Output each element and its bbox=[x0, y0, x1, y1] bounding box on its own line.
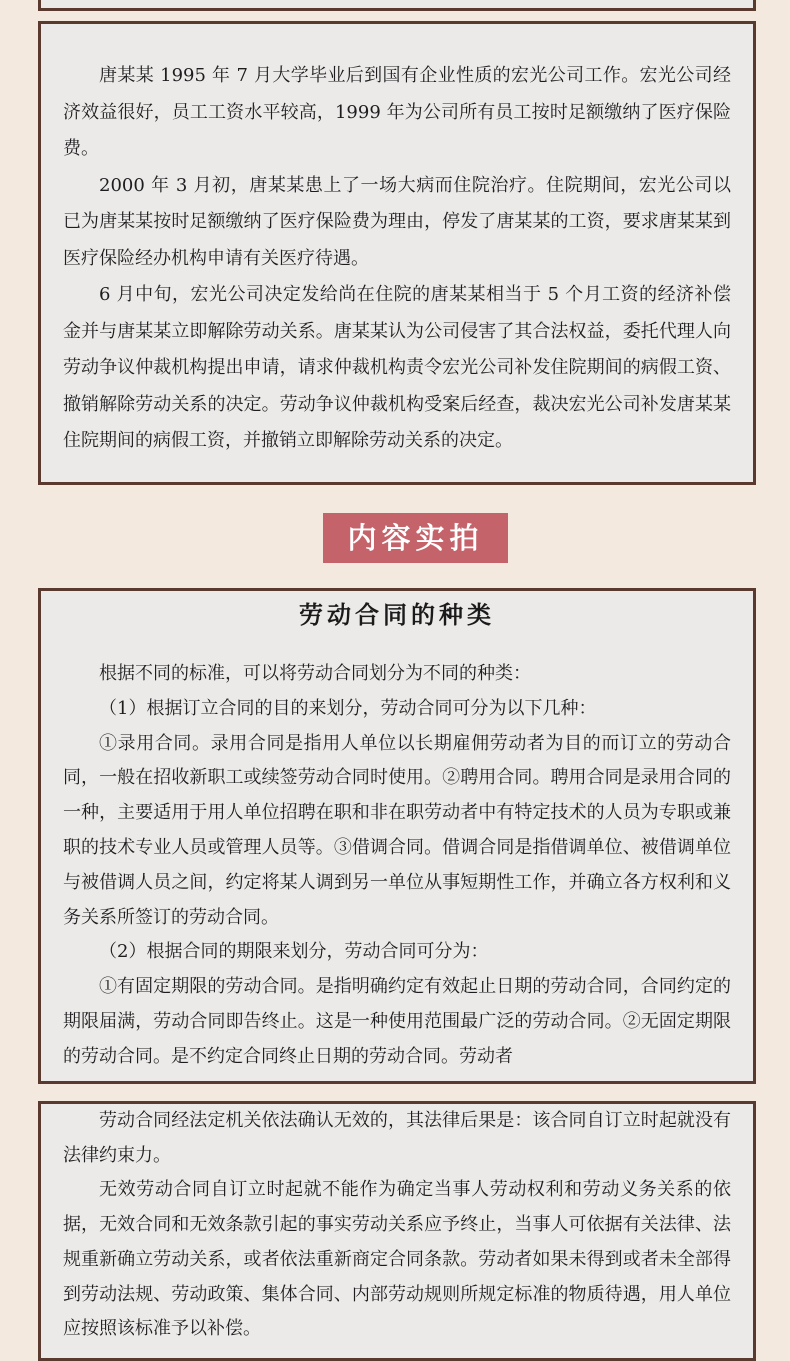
section-banner: 内容实拍 bbox=[323, 513, 508, 563]
types-paragraph-3: ①录用合同。录用合同是指用人单位以长期雇佣劳动者为目的而订立的劳动合同，一般在招收新职工或续签劳动合同时使用。②聘用合同。聘用合同是录用合同的一种，主要适用于用人单位招聘在职和非在职劳动者中有特定技术的人员为专职或兼职的技术专业人员或管理人员等。③借调合同。借调合同是指借调单位、被借调单位与被借调人员之间，约定将某人调到另一单位从事短期性工作，并确立各方权利和义务关系所签订的劳动合同。 bbox=[63, 732, 731, 928]
case-paragraph-3: 6 月中旬，宏光公司决定发给尚在住院的唐某某相当于 5 个月工资的经济补偿金并与唐某某立即解除劳动关系。唐某某认为公司侵害了其合法权益，委托代理人向劳动争议仲裁机构提出申请，请求仲裁机构责令宏光公司补发住院期间的病假工资、撤销解除劳动关系的决定。劳动争议仲裁机构受案后经查，裁决宏光公司补发唐某某住院期间的病假工资，并撤销立即解除劳动关系的决定。 bbox=[63, 284, 731, 451]
types-paragraph-1: 根据不同的标准，可以将劳动合同划分为不同的种类： bbox=[99, 663, 531, 684]
case-paragraph-2: 2000 年 3 月初，唐某某患上了一场大病而住院治疗。住院期间，宏光公司以已为唐某某按时足额缴纳了医疗保险费为理由，停发了唐某某的工资，要求唐某某到医疗保险经办机构申请有关医疗待遇。 bbox=[63, 174, 731, 269]
types-paragraph-5: ①有固定期限的劳动合同。是指明确约定有效起止日期的劳动合同，合同约定的期限届满，劳动合同即告终止。这是一种使用范围最广泛的劳动合同。②无固定期限的劳动合同。是不约定合同终止日期的劳动合同。劳动者 bbox=[63, 976, 731, 1067]
page-heading: 劳动合同的种类 bbox=[299, 601, 495, 629]
invalid-paragraph-2: 无效劳动合同自订立时起就不能作为确定当事人劳动权利和劳动义务关系的依据，无效合同和无效条款引起的事实劳动关系应予终止，当事人可依据有关法律、法规重新确立劳动关系，或者依法重新商定合同条款。劳动者如果未得到或者未全部得到劳动法规、劳动政策、集体合同、内部劳动规则所规定标准的物质待遇，用人单位应按照该标准予以补偿。 bbox=[63, 1179, 731, 1340]
invalid-contract-page-photo bbox=[38, 1101, 756, 1361]
types-paragraph-4: （2）根据合同的期限来划分，劳动合同可分为： bbox=[99, 941, 489, 963]
types-paragraph-2: （1）根据订立合同的目的来划分，劳动合同可分为以下几种： bbox=[99, 697, 597, 719]
invalid-paragraph-1: 劳动合同经法定机关依法确认无效的，其法律后果是：该合同自订立时起就没有法律约束力。 bbox=[63, 1110, 731, 1166]
case-paragraph-1: 唐某某 1995 年 7 月大学毕业后到国有企业性质的宏光公司工作。宏光公司经济效益很好，员工工资水平较高，1999 年为公司所有员工按时足额缴纳了医疗保险费。 bbox=[63, 65, 731, 159]
previous-page-photo-edge bbox=[38, 0, 756, 11]
case-page-photo bbox=[38, 21, 756, 485]
contract-types-page-photo bbox=[38, 588, 756, 1084]
